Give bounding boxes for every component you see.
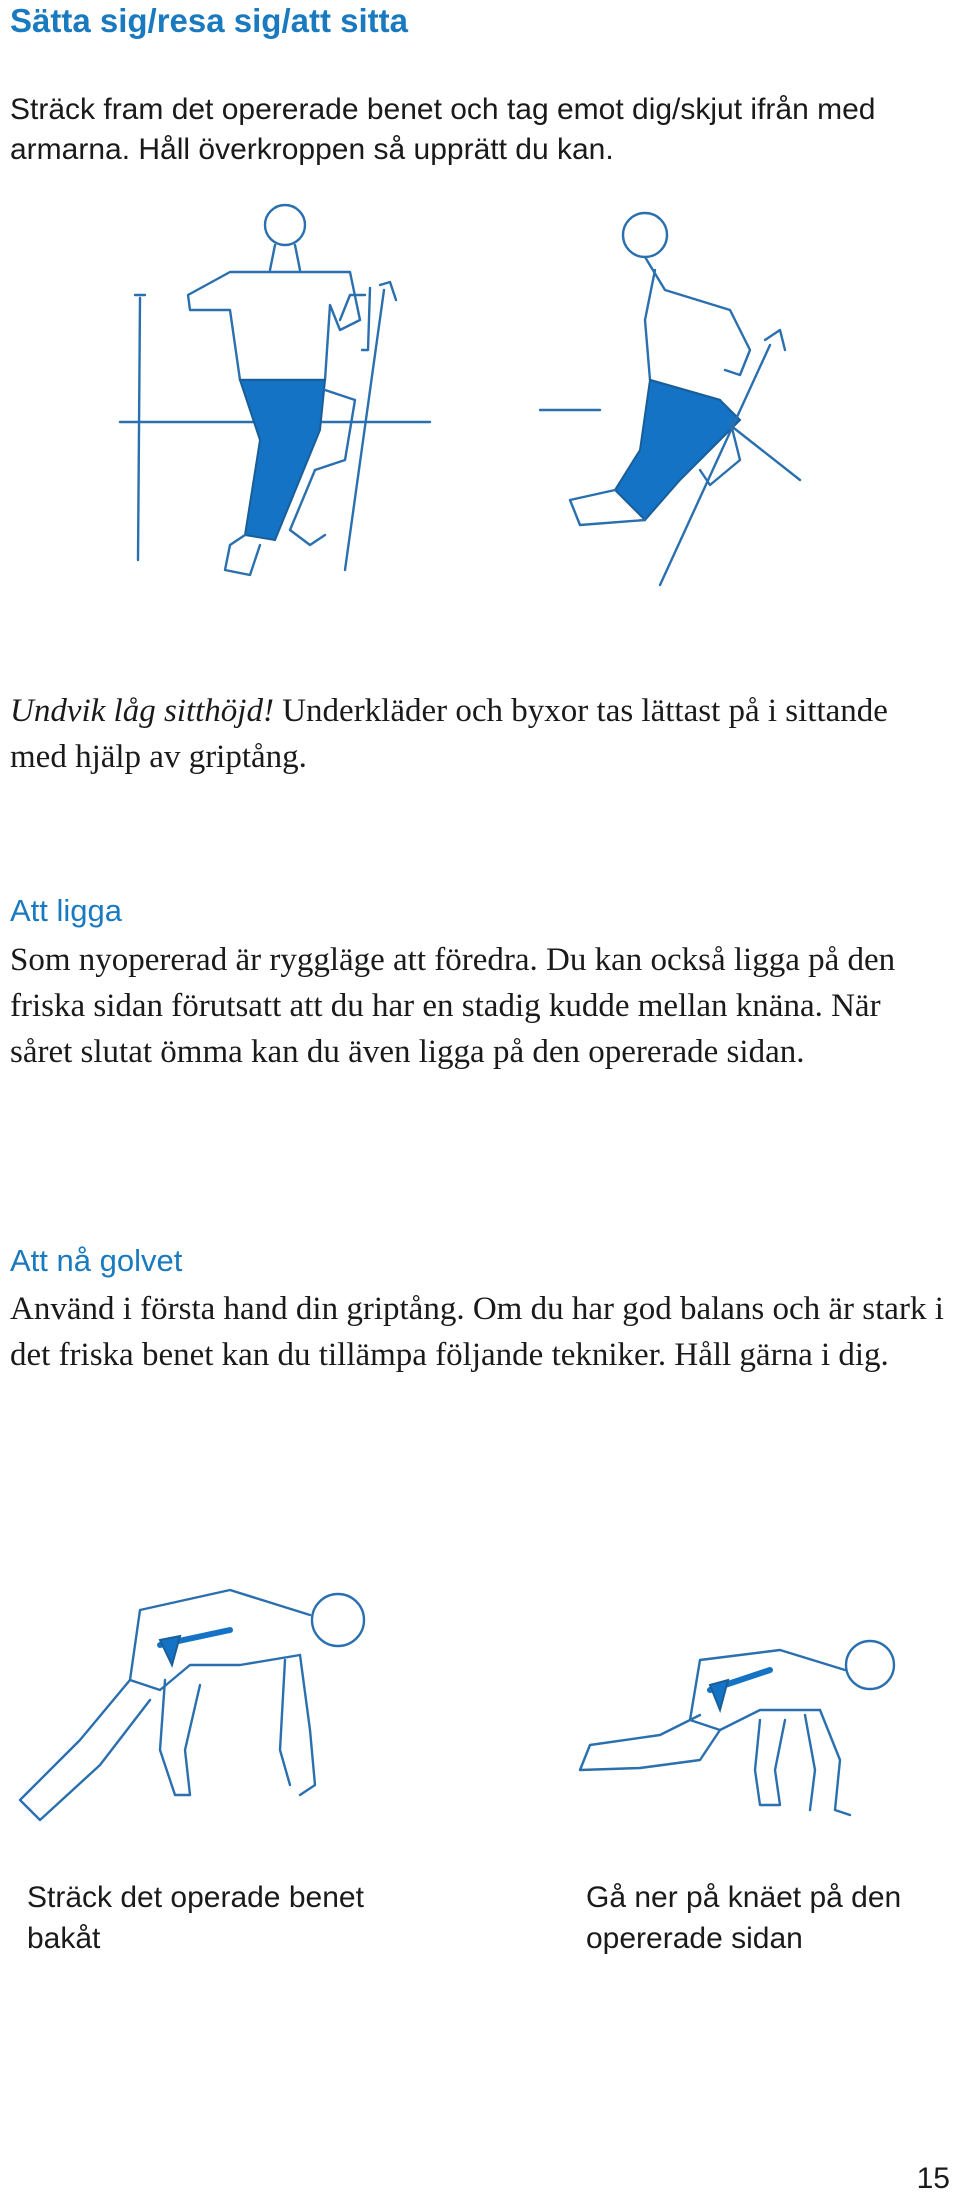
page-number: 15 bbox=[916, 2162, 950, 2195]
caption-leg-back: Sträck det operade benet bakåt bbox=[27, 1881, 364, 1955]
tip-paragraph bbox=[10, 688, 950, 780]
figure-knee-down-right bbox=[580, 1641, 894, 1815]
section-title-sitting: Sätta sig/resa sig/att sitta bbox=[10, 2, 408, 39]
section-title-floor: Att nå golvet bbox=[10, 1243, 183, 1278]
floor-body-text: Använd i första hand din griptång. Om du har god balans och är stark i det friska benet kan du tillämpa följande tekniker. Håll gärna i dig. bbox=[10, 1291, 944, 1373]
tip-rest: Underkläder och byxor tas lättast på i sittande med hjälp av griptång. bbox=[10, 693, 888, 775]
caption-knee-down: Gå ner på knäet på den opererade sidan bbox=[586, 1881, 902, 1955]
lying-body-text: Som nyopererad är ryggläge att föredra. Du kan också ligga på den friska sidan förutsatt att du har en stadig kudde mellan knäna. När såret slutat ömma kan du även ligga på den opererade sidan. bbox=[10, 942, 896, 1070]
reaching-floor-illustration bbox=[0, 1570, 940, 1840]
sitting-with-crutches-illustration bbox=[100, 200, 960, 620]
figure-sitting-left bbox=[120, 205, 430, 575]
figure-rising-right bbox=[540, 213, 800, 585]
figure-leg-back-left bbox=[20, 1590, 364, 1820]
tip-emphasis: Undvik låg sitthöjd! bbox=[10, 693, 274, 729]
sitting-intro-text: Sträck fram det opererade benet och tag emot dig/skjut ifrån med armarna. Håll överkroppen så upprätt du kan. bbox=[10, 93, 876, 166]
section-title-lying: Att ligga bbox=[10, 893, 123, 928]
